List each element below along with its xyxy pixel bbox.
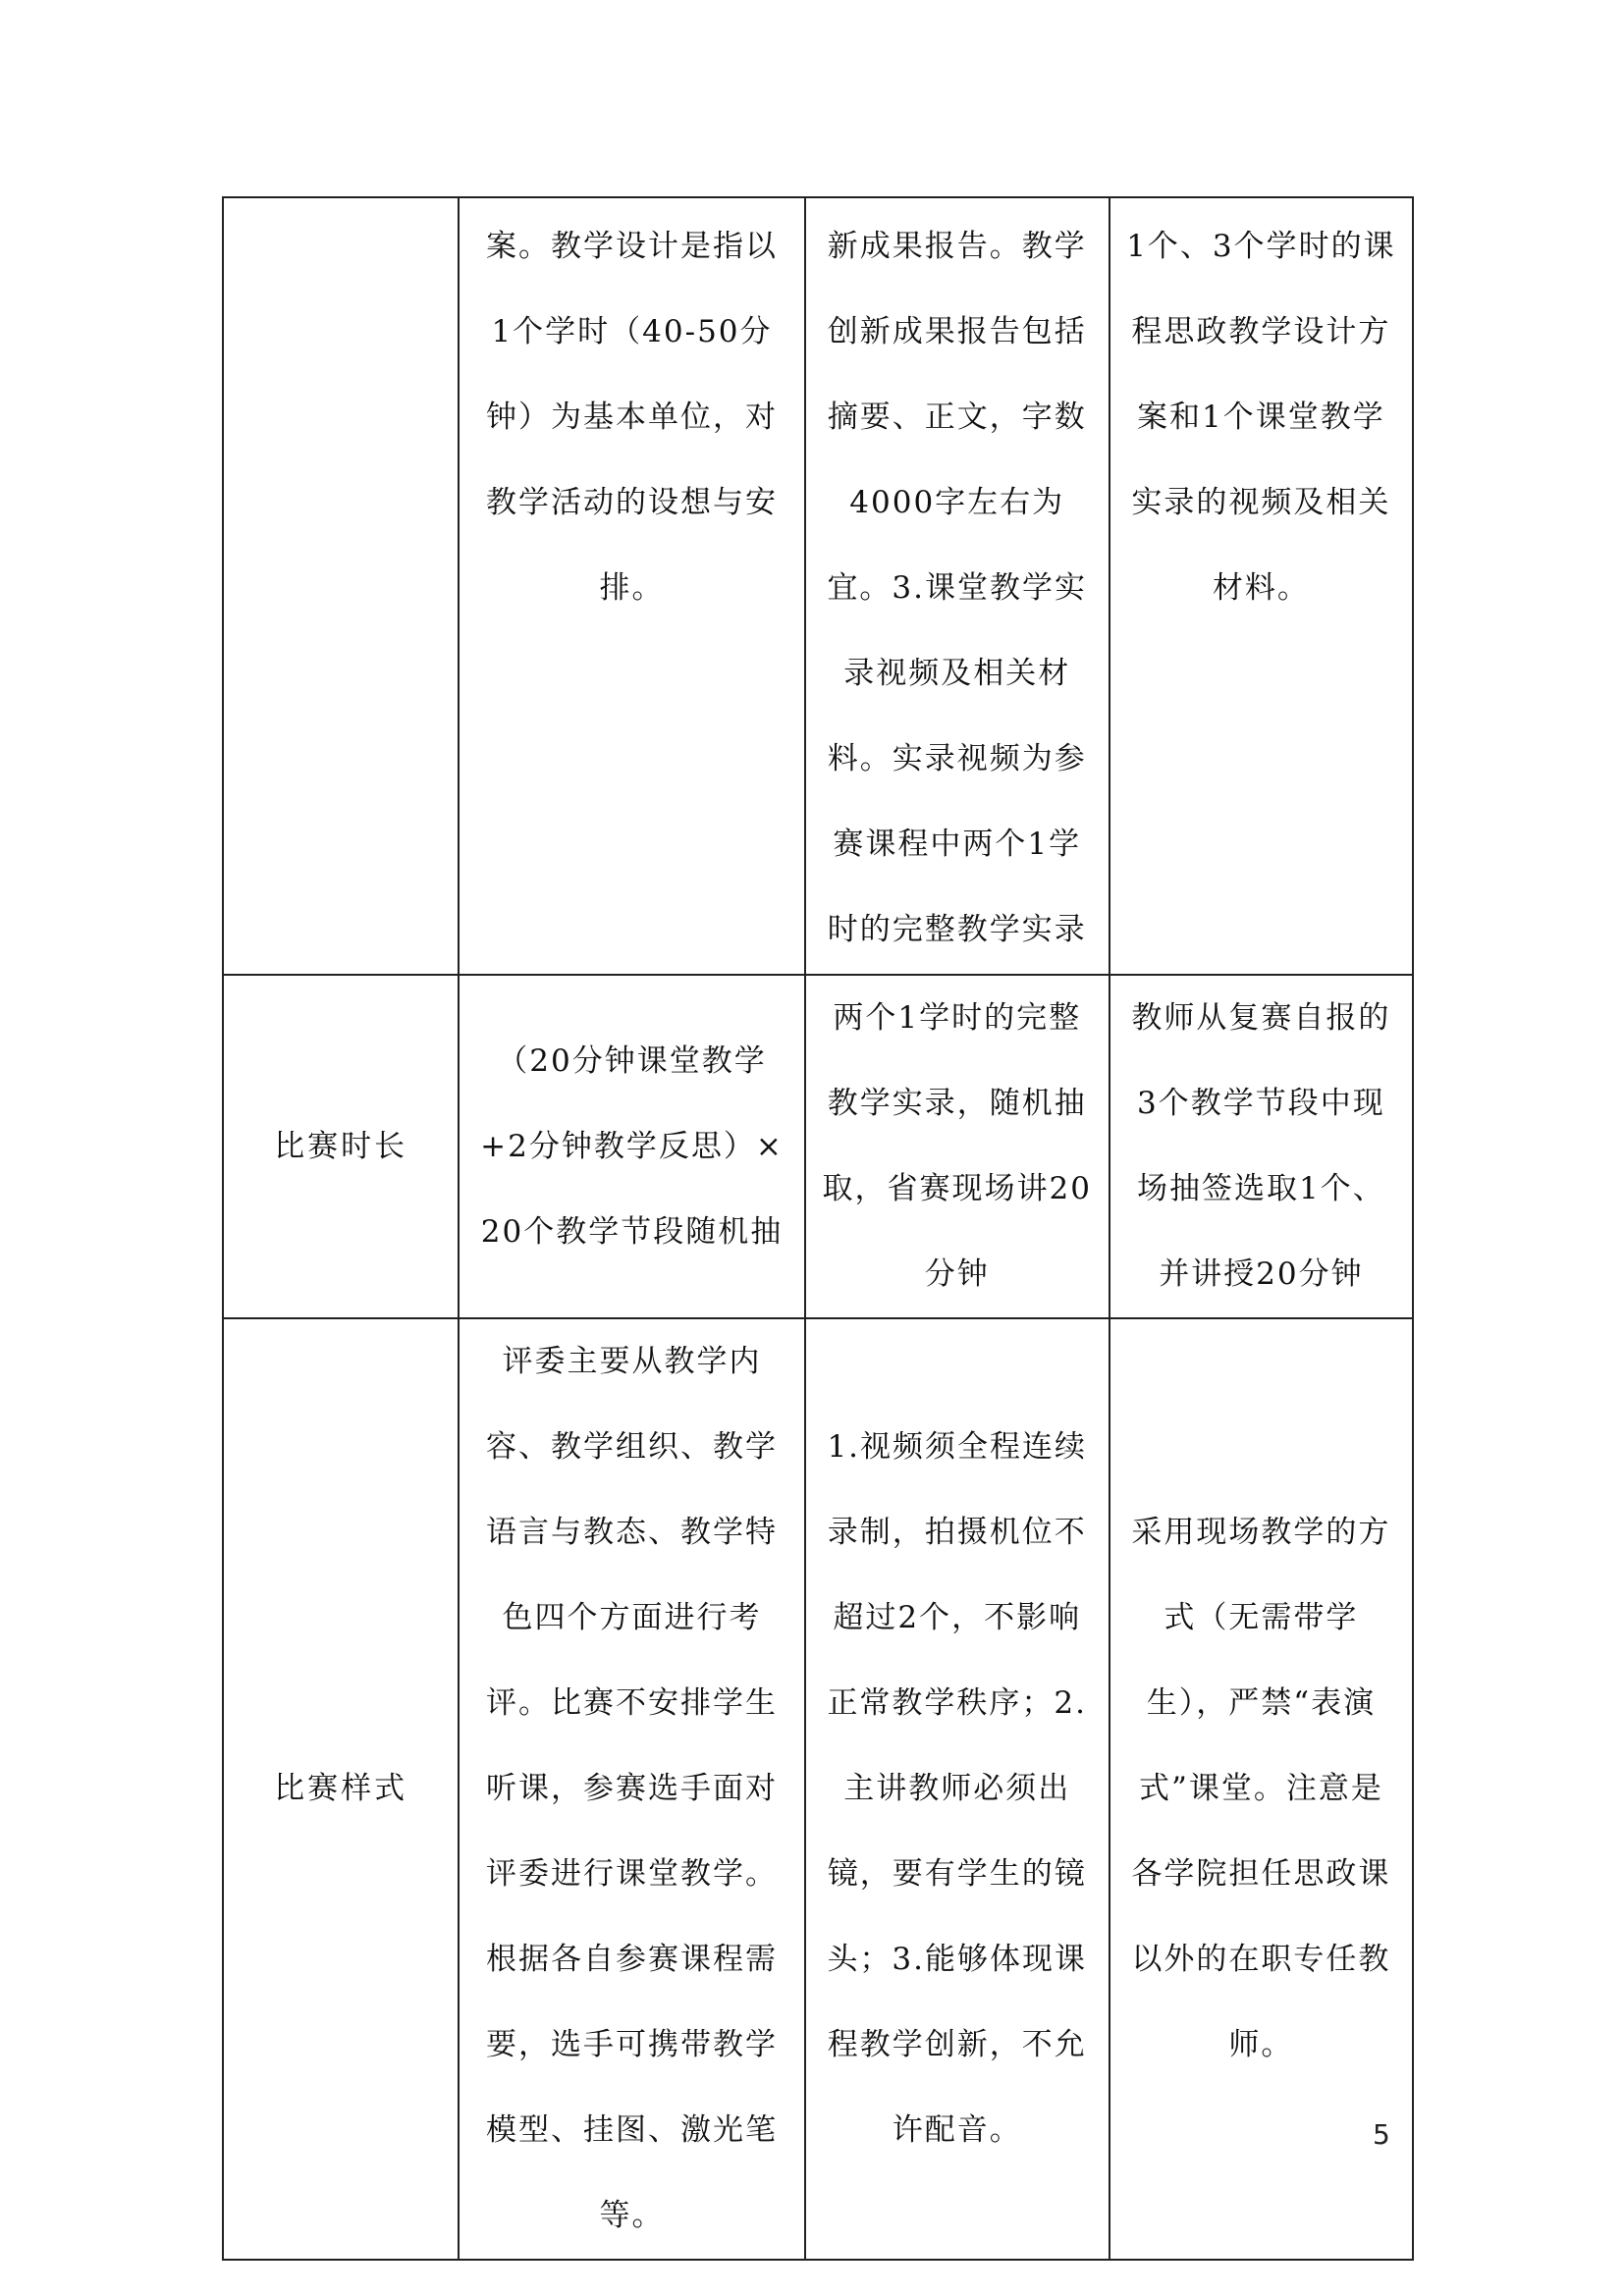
row-label-cell: 比赛样式 [223, 1318, 459, 2260]
competition-format-table [222, 196, 1414, 2261]
table-row [223, 1318, 1413, 2260]
page-number: 5 [1373, 2118, 1390, 2151]
table-cell: （20分钟课堂教学+2分钟教学反思）× 20个教学节段随机抽 [459, 975, 804, 1318]
table-cell: 新成果报告。教学创新成果报告包括摘要、正文，字数4000字左右为宜。3.课堂教学实录视频及相关材料。实录视频为参赛课程中两个1学时的完整教学实录 [805, 197, 1110, 975]
table-cell: 1个、3个学时的课程思政教学设计方案和1个课堂教学实录的视频及相关材料。 [1110, 197, 1413, 975]
table-cell: 采用现场教学的方式（无需带学生），严禁“表演式”课堂。注意是各学院担任思政课以外的在职专任教师。 [1110, 1318, 1413, 2260]
table-cell: 案。教学设计是指以1个学时（40-50分钟）为基本单位，对教学活动的设想与安排。 [459, 197, 804, 975]
table-cell: 教师从复赛自报的3个教学节段中现场抽签选取1个、并讲授20分钟 [1110, 975, 1413, 1318]
row-label-cell [223, 197, 459, 975]
table-row [223, 975, 1413, 1318]
table-cell: 两个1学时的完整教学实录，随机抽取，省赛现场讲20分钟 [805, 975, 1110, 1318]
table-cell: 评委主要从教学内容、教学组织、教学语言与教态、教学特色四个方面进行考评。比赛不安排学生听课，参赛选手面对评委进行课堂教学。根据各自参赛课程需要，选手可携带教学模型、挂图、激光笔等。 [459, 1318, 804, 2260]
table-cell: 1.视频须全程连续录制，拍摄机位不超过2个，不影响正常教学秩序；2.主讲教师必须出镜，要有学生的镜头；3.能够体现课程教学创新，不允许配音。 [805, 1318, 1110, 2260]
table-row [223, 197, 1413, 975]
row-label-cell: 比赛时长 [223, 975, 459, 1318]
